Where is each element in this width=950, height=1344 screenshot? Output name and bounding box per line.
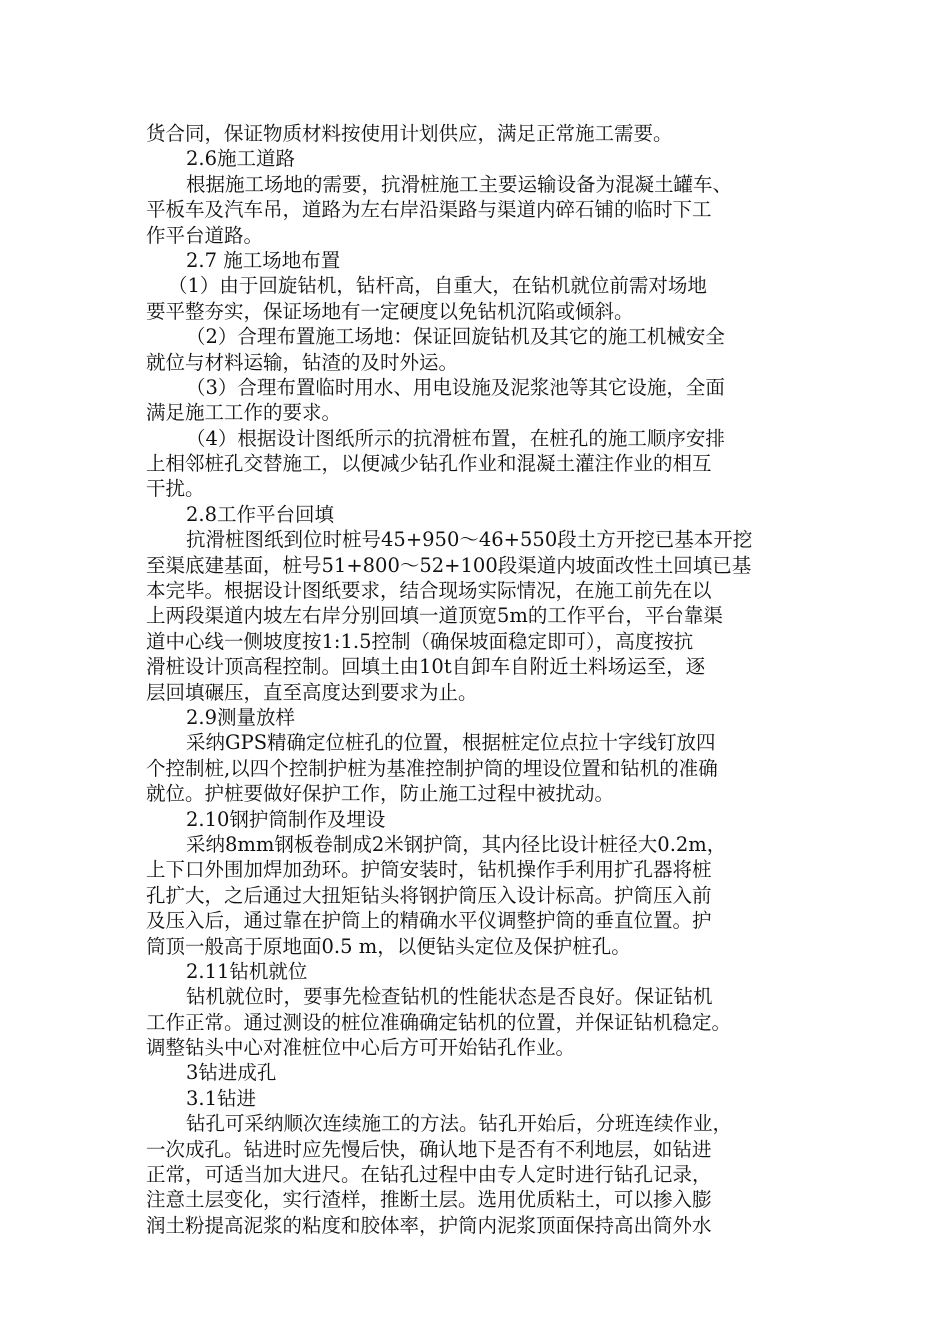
text-line: 要平整夯实，保证场地有一定硬度以免钻机沉陷或倾斜。 [146,299,634,323]
text-line: 正常，可适当加大进尺。在钻孔过程中由专人定时进行钻孔记录， [146,1163,712,1187]
text-line: 2.9测量放样 [186,705,296,729]
text-line: 平板车及汽车吊，道路为左右岸沿渠路与渠道内碎石铺的临时下工 [146,198,712,222]
text-line: 调整钻头中心对准桩位中心后方可开始钻孔作业。 [146,1036,576,1060]
text-line: 3.1钻进 [186,1086,257,1110]
text-line: 钻孔可采纳顺次连续施工的方法。钻孔开始后，分班连续作业， [186,1112,733,1136]
text-line: 2.7 施工场地布置 [186,248,341,272]
text-line: 润土粉提高泥浆的粘度和胶体率，护筒内泥浆顶面保持高出筒外水 [146,1213,712,1237]
text-line: 本完毕。根据设计图纸要求，结合现场实际情况，在施工前先在以 [146,579,712,603]
text-line: 根据施工场地的需要，抗滑桩施工主要运输设备为混凝土罐车、 [186,172,733,196]
text-line: 采纳GPS精确定位桩孔的位置，根据桩定位点拉十字线钉放四 [186,731,716,755]
text-line: 至渠底建基面，桩号51+800～52+100段渠道内坡面改性土回填已基 [146,553,752,577]
text-line: 上两段渠道内坡左右岸分别回填一道顶宽5m的工作平台，平台靠渠 [146,604,723,628]
text-line: （2）合理布置施工场地：保证回旋钻机及其它的施工机械安全 [186,325,725,349]
text-line: （1）由于回旋钻机，钻杆高，自重大，在钻机就位前需对场地 [168,274,707,298]
text-line: 抗滑桩图纸到位时桩号45+950～46+550段土方开挖已基本开挖 [186,528,753,552]
text-line: 3钻进成孔 [186,1061,277,1085]
text-line: 采纳8mm钢板卷制成2米钢护筒，其内径比设计桩径大0.2m， [186,832,727,856]
text-line: 钻机就位时，要事先检查钻机的性能状态是否良好。保证钻机 [186,985,713,1009]
text-line: 注意土层变化，实行渣样，推断土层。选用优质粘土，可以掺入膨 [146,1188,712,1212]
text-line: 工作正常。通过测设的桩位准确确定钻机的位置，并保证钻机稳定。 [146,1010,732,1034]
text-line: 作平台道路。 [146,223,264,247]
text-line: 满足施工工作的要求。 [146,401,342,425]
text-line: 就位。护桩要做好保护工作，防止施工过程中被扰动。 [146,782,615,806]
text-line: （4）根据设计图纸所示的抗滑桩布置，在桩孔的施工顺序安排 [186,426,725,450]
text-line: 就位与材料运输，钻渣的及时外运。 [146,350,459,374]
text-line: 2.11钻机就位 [186,959,308,983]
text-line: 及压入后，通过靠在护筒上的精确水平仪调整护筒的垂直位置。护 [146,909,712,933]
text-line: 2.8工作平台回填 [186,502,335,526]
text-line: 一次成孔。钻进时应先慢后快，确认地下是否有不利地层，如钻进 [146,1137,712,1161]
text-line: 干扰。 [146,477,205,501]
text-line: 孔扩大，之后通过大扭矩钻头将钢护筒压入设计标高。护筒压入前 [146,883,712,907]
text-line: 2.6施工道路 [186,147,296,171]
text-line: 个控制桩,以四个控制护桩为基准控制护筒的埋设位置和钻机的准确 [146,756,718,780]
text-line: 2.10钢护筒制作及埋设 [186,807,386,831]
text-line: 滑桩设计顶高程控制。回填土由10t自卸车自附近土料场运至，逐 [146,655,706,679]
text-line: 货合同，保证物质材料按使用计划供应，满足正常施工需要。 [146,122,673,145]
text-line: 筒顶一般高于原地面0.5 m，以便钻头定位及保护桩孔。 [146,934,631,958]
text-line: 层回填碾压，直至高度达到要求为止。 [146,680,478,704]
text-line: 道中心线一侧坡度按1:1.5控制（确保坡面稳定即可），高度按抗 [146,629,694,653]
document-body [146,121,806,1238]
text-line: （3）合理布置临时用水、用电设施及泥浆池等其它设施，全面 [186,375,725,399]
text-line: 上相邻桩孔交替施工，以便减少钻孔作业和混凝土灌注作业的相互 [146,452,712,476]
text-line: 上下口外围加焊加劲环。护筒安装时，钻机操作手利用扩孔器将桩 [146,858,712,882]
